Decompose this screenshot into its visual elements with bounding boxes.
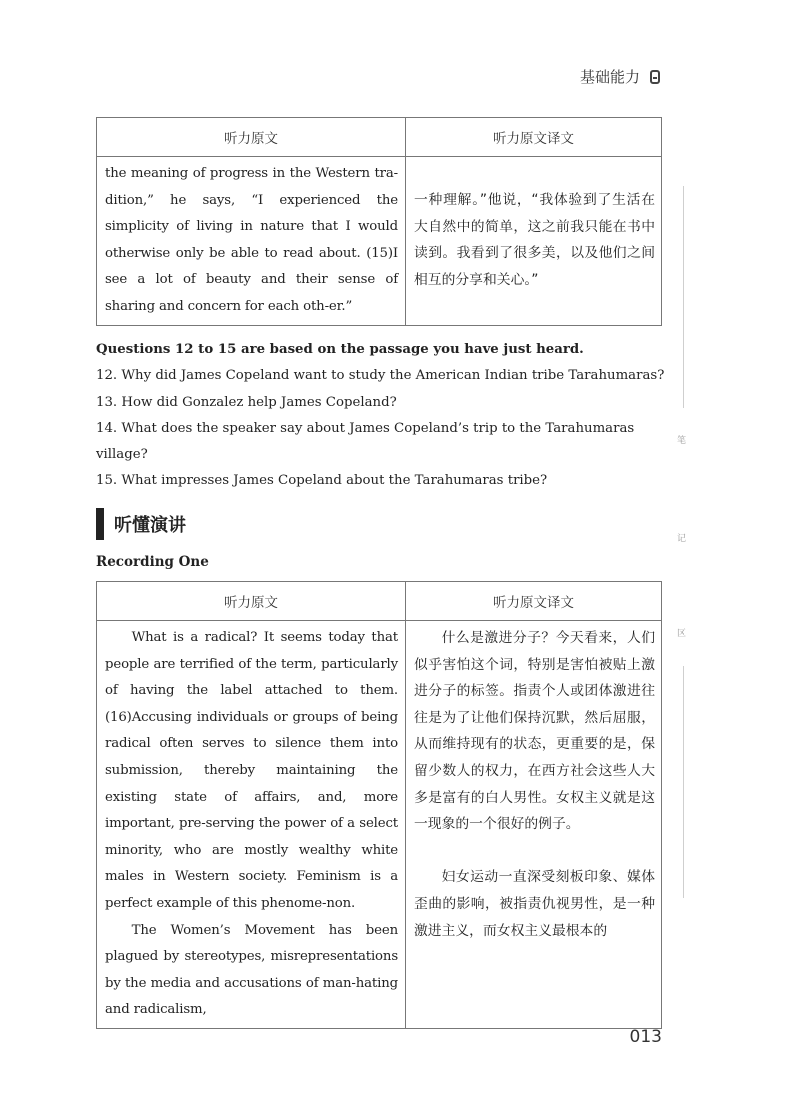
table1-col1-header: 听力原文 [97, 118, 406, 157]
page-header [580, 66, 660, 87]
table2-english-cell [97, 621, 406, 1029]
notes-margin-line-top [683, 186, 684, 408]
transcript-table-1 [96, 117, 662, 326]
table2-english-paragraph-2: The Women’s Movement has been plagued by stereotypes, misrepresentations by the media and accusations of man-hating and radicalism, [105, 922, 398, 1018]
section-marker-icon [650, 70, 660, 84]
table1-col2-header: 听力原文译文 [406, 118, 662, 157]
notes-label-2: 记 [677, 534, 687, 544]
transcript-table-2 [96, 581, 662, 1029]
table2-chinese-paragraph-1: 什么是激进分子？今天看来，人们似乎害怕这个词，特别是害怕被贴上激进分子的标签。指责个人或团体激进往往是为了让他们保持沉默，然后屈服，从而维持现有的状态，更重要的是，保留少数人的权力，在西方社会这些人大多是富有的白人男性。女权主义就是这一现象的一个很好的例子。 [414, 630, 655, 833]
notes-margin-line-bottom [683, 666, 684, 898]
table2-col1-header: 听力原文 [97, 582, 406, 621]
table2-chinese-paragraph-2: 妇女运动一直深受刻板印象、媒体歪曲的影响，被指责仇视男性，是一种激进主义，而女权主义最根本的 [414, 869, 655, 939]
question-item: 12. Why did James Copeland want to study the American Indian tribe Tarahumaras? [96, 368, 665, 384]
table2-english-paragraph-1: What is a radical? It seems today that people are terrified of the term, particularly of having the label attached to them. (16)Accusing individuals or groups of being radical often serves to silence them into submission, thereby maintaining the existing state of affairs, and, more important, pre-serving the power of a select minority, who are mostly wealthy white males in Western society. Feminism is a perfect example of this phenome-non. [105, 630, 398, 911]
section-title-text: 听懂演讲 [114, 515, 186, 536]
table1-chinese-text: 一种理解。”他说，“我体验到了生活在大自然中的简单，这之前我只能在书中读到。我看到了很多美，以及他们之间相互的分享和关心。” [406, 157, 662, 326]
section-title [96, 508, 186, 540]
table2-chinese-cell [406, 621, 662, 1029]
question-item: 15. What impresses James Copeland about the Tarahumaras tribe? [96, 473, 548, 489]
question-item: 13. How did Gonzalez help James Copeland? [96, 394, 397, 410]
table1-english-text: the meaning of progress in the Western tra-dition,” he says, “I experienced the simplicity of living in nature that I would otherwise only be able to read about. (15)I see a lot of beauty and their sense of sharing and concern for each oth-er.” [97, 157, 406, 326]
questions-heading: Questions 12 to 15 are based on the passage you have just heard. [96, 342, 584, 357]
page-number: 013 [629, 1027, 662, 1047]
question-item: 14. What does the speaker say about James Copeland’s trip to the Tarahumaras village? [96, 420, 635, 463]
section-header-text: 基础能力 [579, 68, 640, 86]
notes-label-3: 区 [677, 629, 687, 639]
table2-col2-header: 听力原文译文 [406, 582, 662, 621]
questions-block [96, 337, 676, 495]
section-title-bar [96, 508, 104, 540]
notes-label-1: 笔 [677, 436, 687, 446]
recording-label: Recording One [96, 554, 209, 570]
